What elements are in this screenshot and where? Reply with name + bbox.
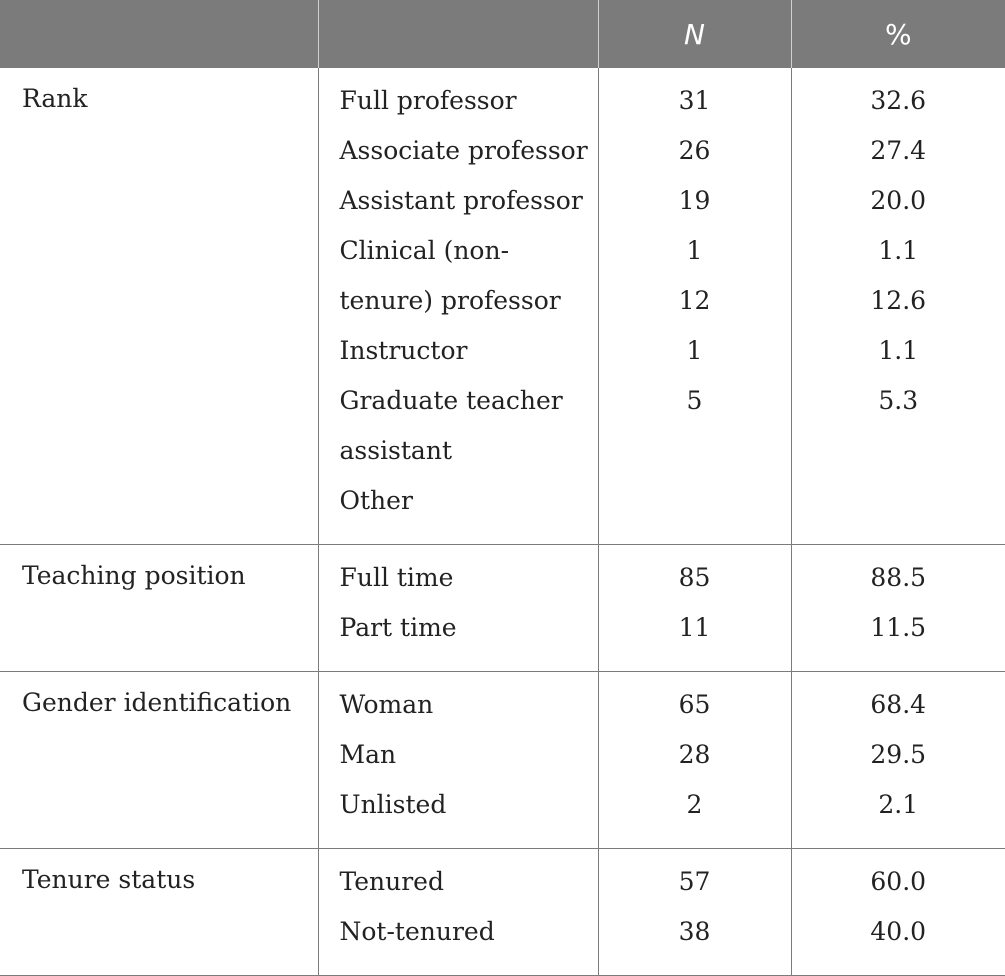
group-category: Tenure status [0,849,318,976]
group-category: Rank [0,68,318,545]
cell-line: 1 [599,334,791,384]
group-category: Gender identification [0,672,318,849]
group-percent-values [791,545,1005,672]
cell-line: 19 [599,184,791,234]
cell-line: 28 [599,738,791,788]
cell-line: 1 [599,234,791,284]
group-row [0,68,1005,545]
header-row [0,0,1005,68]
cell-line: 27.4 [792,134,1005,184]
cell-line: assistant [319,434,598,484]
cell-line: 29.5 [792,738,1005,788]
cell-line: Associate professor [319,134,598,184]
header-percent: % [791,0,1005,68]
group-row [0,545,1005,672]
group-percent-values [791,672,1005,849]
cell-line: 12 [599,284,791,334]
group-labels [318,849,598,976]
cell-line: 68.4 [792,688,1005,738]
cell-line: Graduate teacher [319,384,598,434]
cell-line: 85 [599,561,791,611]
cell-line: 31 [599,84,791,134]
cell-line: 2.1 [792,788,1005,838]
group-percent-values [791,849,1005,976]
header-n: N [598,0,791,68]
cell-line: Instructor [319,334,598,384]
group-category: Teaching position [0,545,318,672]
cell-line: Full time [319,561,598,611]
cell-line: Other [319,484,598,534]
group-row [0,672,1005,849]
cell-line: 32.6 [792,84,1005,134]
cell-line: Man [319,738,598,788]
group-labels [318,545,598,672]
header-category [0,0,318,68]
cell-line: Unlisted [319,788,598,838]
cell-line: 1.1 [792,234,1005,284]
cell-line: 2 [599,788,791,838]
cell-line: 57 [599,865,791,915]
cell-line: 11 [599,611,791,661]
group-n-values [598,672,791,849]
cell-line: Part time [319,611,598,661]
cell-line: Assistant professor [319,184,598,234]
cell-line: Clinical (non- [319,234,598,284]
group-n-values [598,68,791,545]
group-percent-values [791,68,1005,545]
cell-line: 5.3 [792,384,1005,434]
group-row [0,849,1005,976]
cell-line: 60.0 [792,865,1005,915]
cell-line: 65 [599,688,791,738]
cell-line: Full professor [319,84,598,134]
cell-line: 1.1 [792,334,1005,384]
cell-line: 11.5 [792,611,1005,661]
group-labels [318,672,598,849]
group-n-values [598,545,791,672]
cell-line: Not-tenured [319,915,598,965]
cell-line: 38 [599,915,791,965]
cell-line: 5 [599,384,791,434]
cell-line: 26 [599,134,791,184]
cell-line: tenure) professor [319,284,598,334]
cell-line: 20.0 [792,184,1005,234]
header-subcategory [318,0,598,68]
group-labels [318,68,598,545]
group-n-values [598,849,791,976]
cell-line: 88.5 [792,561,1005,611]
cell-line: 40.0 [792,915,1005,965]
cell-line: Woman [319,688,598,738]
cell-line: Tenured [319,865,598,915]
cell-line: 12.6 [792,284,1005,334]
